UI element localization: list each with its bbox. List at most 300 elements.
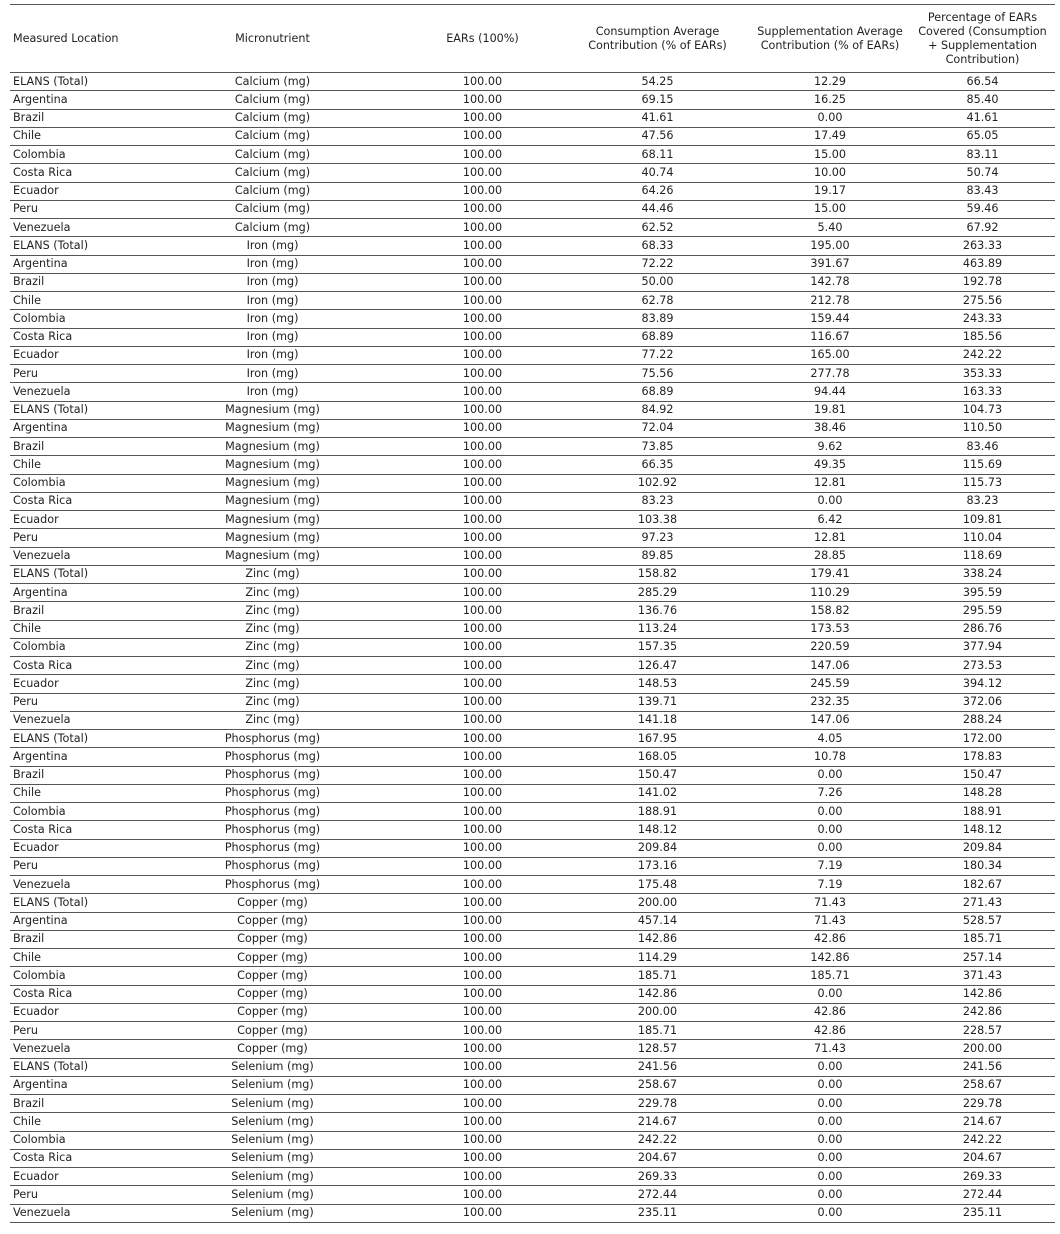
cell-consumption: 97.23 bbox=[565, 529, 750, 547]
cell-micronutrient: Zinc (mg) bbox=[145, 620, 400, 638]
cell-consumption: 142.86 bbox=[565, 930, 750, 948]
cell-ears: 100.00 bbox=[400, 985, 565, 1003]
cell-supplementation: 185.71 bbox=[750, 967, 910, 985]
table-row bbox=[10, 1204, 1055, 1222]
cell-consumption: 128.57 bbox=[565, 1040, 750, 1058]
cell-micronutrient: Iron (mg) bbox=[145, 310, 400, 328]
cell-location: Chile bbox=[10, 1113, 145, 1131]
cell-supplementation: 277.78 bbox=[750, 365, 910, 383]
cell-location: ELANS (Total) bbox=[10, 237, 145, 255]
cell-supplementation: 71.43 bbox=[750, 912, 910, 930]
cell-ears: 100.00 bbox=[400, 711, 565, 729]
cell-ears: 100.00 bbox=[400, 1131, 565, 1149]
table-row bbox=[10, 511, 1055, 529]
cell-micronutrient: Calcium (mg) bbox=[145, 91, 400, 109]
cell-supplementation: 220.59 bbox=[750, 638, 910, 656]
cell-micronutrient: Calcium (mg) bbox=[145, 219, 400, 237]
cell-ears: 100.00 bbox=[400, 383, 565, 401]
cell-consumption: 141.18 bbox=[565, 711, 750, 729]
cell-supplementation: 19.17 bbox=[750, 182, 910, 200]
cell-location: Costa Rica bbox=[10, 492, 145, 510]
cell-total: 395.59 bbox=[910, 584, 1055, 602]
cell-consumption: 242.22 bbox=[565, 1131, 750, 1149]
cell-ears: 100.00 bbox=[400, 200, 565, 218]
cell-micronutrient: Zinc (mg) bbox=[145, 711, 400, 729]
cell-micronutrient: Magnesium (mg) bbox=[145, 401, 400, 419]
cell-supplementation: 42.86 bbox=[750, 930, 910, 948]
cell-total: 295.59 bbox=[910, 602, 1055, 620]
cell-micronutrient: Zinc (mg) bbox=[145, 675, 400, 693]
cell-location: Argentina bbox=[10, 1076, 145, 1094]
cell-total: 214.67 bbox=[910, 1113, 1055, 1131]
table-row bbox=[10, 91, 1055, 109]
cell-total: 275.56 bbox=[910, 292, 1055, 310]
cell-location: Colombia bbox=[10, 638, 145, 656]
cell-consumption: 126.47 bbox=[565, 657, 750, 675]
cell-supplementation: 12.29 bbox=[750, 73, 910, 91]
cell-consumption: 72.04 bbox=[565, 419, 750, 437]
cell-location: Ecuador bbox=[10, 182, 145, 200]
cell-ears: 100.00 bbox=[400, 657, 565, 675]
cell-total: 273.53 bbox=[910, 657, 1055, 675]
table-row bbox=[10, 164, 1055, 182]
cell-location: Venezuela bbox=[10, 383, 145, 401]
cell-consumption: 73.85 bbox=[565, 438, 750, 456]
cell-location: ELANS (Total) bbox=[10, 73, 145, 91]
cell-total: 286.76 bbox=[910, 620, 1055, 638]
cell-consumption: 136.76 bbox=[565, 602, 750, 620]
cell-ears: 100.00 bbox=[400, 346, 565, 364]
cell-supplementation: 0.00 bbox=[750, 1168, 910, 1186]
cell-micronutrient: Magnesium (mg) bbox=[145, 456, 400, 474]
cell-consumption: 188.91 bbox=[565, 803, 750, 821]
table-row bbox=[10, 1003, 1055, 1021]
cell-location: Chile bbox=[10, 620, 145, 638]
cell-micronutrient: Zinc (mg) bbox=[145, 584, 400, 602]
cell-micronutrient: Magnesium (mg) bbox=[145, 511, 400, 529]
cell-location: Costa Rica bbox=[10, 821, 145, 839]
table-row bbox=[10, 930, 1055, 948]
cell-supplementation: 147.06 bbox=[750, 657, 910, 675]
cell-supplementation: 391.67 bbox=[750, 255, 910, 273]
cell-micronutrient: Selenium (mg) bbox=[145, 1204, 400, 1222]
cell-total: 172.00 bbox=[910, 730, 1055, 748]
cell-micronutrient: Calcium (mg) bbox=[145, 182, 400, 200]
table-row bbox=[10, 547, 1055, 565]
cell-ears: 100.00 bbox=[400, 1186, 565, 1204]
cell-location: ELANS (Total) bbox=[10, 401, 145, 419]
cell-supplementation: 17.49 bbox=[750, 127, 910, 145]
cell-location: Argentina bbox=[10, 255, 145, 273]
cell-ears: 100.00 bbox=[400, 292, 565, 310]
cell-micronutrient: Calcium (mg) bbox=[145, 164, 400, 182]
cell-location: ELANS (Total) bbox=[10, 1058, 145, 1076]
cell-micronutrient: Iron (mg) bbox=[145, 346, 400, 364]
cell-total: 67.92 bbox=[910, 219, 1055, 237]
cell-micronutrient: Copper (mg) bbox=[145, 912, 400, 930]
cell-ears: 100.00 bbox=[400, 1022, 565, 1040]
cell-supplementation: 147.06 bbox=[750, 711, 910, 729]
cell-micronutrient: Zinc (mg) bbox=[145, 602, 400, 620]
table-row bbox=[10, 237, 1055, 255]
cell-total: 163.33 bbox=[910, 383, 1055, 401]
cell-consumption: 47.56 bbox=[565, 127, 750, 145]
table-body bbox=[10, 73, 1055, 1223]
column-header: EARs (100%) bbox=[400, 5, 565, 73]
table-row bbox=[10, 401, 1055, 419]
cell-ears: 100.00 bbox=[400, 91, 565, 109]
cell-micronutrient: Selenium (mg) bbox=[145, 1076, 400, 1094]
table-row bbox=[10, 1113, 1055, 1131]
table-row bbox=[10, 474, 1055, 492]
cell-consumption: 84.92 bbox=[565, 401, 750, 419]
cell-ears: 100.00 bbox=[400, 1204, 565, 1222]
cell-total: 372.06 bbox=[910, 693, 1055, 711]
cell-micronutrient: Copper (mg) bbox=[145, 1022, 400, 1040]
cell-total: 271.43 bbox=[910, 894, 1055, 912]
cell-supplementation: 94.44 bbox=[750, 383, 910, 401]
cell-ears: 100.00 bbox=[400, 1149, 565, 1167]
cell-supplementation: 195.00 bbox=[750, 237, 910, 255]
cell-ears: 100.00 bbox=[400, 967, 565, 985]
cell-location: ELANS (Total) bbox=[10, 730, 145, 748]
cell-consumption: 185.71 bbox=[565, 967, 750, 985]
cell-ears: 100.00 bbox=[400, 1040, 565, 1058]
cell-micronutrient: Calcium (mg) bbox=[145, 127, 400, 145]
table-row bbox=[10, 200, 1055, 218]
cell-micronutrient: Zinc (mg) bbox=[145, 657, 400, 675]
cell-micronutrient: Copper (mg) bbox=[145, 1040, 400, 1058]
cell-location: Brazil bbox=[10, 438, 145, 456]
cell-location: Peru bbox=[10, 693, 145, 711]
cell-ears: 100.00 bbox=[400, 620, 565, 638]
cell-supplementation: 28.85 bbox=[750, 547, 910, 565]
table-row bbox=[10, 1076, 1055, 1094]
cell-consumption: 167.95 bbox=[565, 730, 750, 748]
cell-total: 528.57 bbox=[910, 912, 1055, 930]
cell-ears: 100.00 bbox=[400, 912, 565, 930]
cell-total: 41.61 bbox=[910, 109, 1055, 127]
cell-ears: 100.00 bbox=[400, 876, 565, 894]
cell-supplementation: 16.25 bbox=[750, 91, 910, 109]
cell-location: Brazil bbox=[10, 109, 145, 127]
cell-ears: 100.00 bbox=[400, 857, 565, 875]
table-row bbox=[10, 912, 1055, 930]
cell-ears: 100.00 bbox=[400, 602, 565, 620]
cell-micronutrient: Selenium (mg) bbox=[145, 1149, 400, 1167]
cell-supplementation: 110.29 bbox=[750, 584, 910, 602]
cell-ears: 100.00 bbox=[400, 529, 565, 547]
cell-ears: 100.00 bbox=[400, 255, 565, 273]
cell-consumption: 158.82 bbox=[565, 565, 750, 583]
cell-location: Brazil bbox=[10, 930, 145, 948]
cell-micronutrient: Selenium (mg) bbox=[145, 1131, 400, 1149]
cell-supplementation: 0.00 bbox=[750, 1095, 910, 1113]
cell-location: Peru bbox=[10, 1186, 145, 1204]
table-row bbox=[10, 748, 1055, 766]
cell-location: Argentina bbox=[10, 584, 145, 602]
cell-total: 242.86 bbox=[910, 1003, 1055, 1021]
column-header: Percentage of EARs Covered (Consumption + Supplementation Contribution) bbox=[910, 5, 1055, 73]
cell-micronutrient: Copper (mg) bbox=[145, 894, 400, 912]
cell-total: 288.24 bbox=[910, 711, 1055, 729]
cell-total: 180.34 bbox=[910, 857, 1055, 875]
cell-ears: 100.00 bbox=[400, 839, 565, 857]
table-row bbox=[10, 657, 1055, 675]
cell-supplementation: 0.00 bbox=[750, 766, 910, 784]
cell-consumption: 142.86 bbox=[565, 985, 750, 1003]
table-row bbox=[10, 711, 1055, 729]
cell-location: Costa Rica bbox=[10, 657, 145, 675]
cell-consumption: 102.92 bbox=[565, 474, 750, 492]
cell-micronutrient: Copper (mg) bbox=[145, 985, 400, 1003]
cell-total: 115.73 bbox=[910, 474, 1055, 492]
cell-location: Colombia bbox=[10, 967, 145, 985]
cell-location: Venezuela bbox=[10, 547, 145, 565]
cell-supplementation: 10.00 bbox=[750, 164, 910, 182]
cell-ears: 100.00 bbox=[400, 237, 565, 255]
cell-location: Costa Rica bbox=[10, 328, 145, 346]
cell-consumption: 66.35 bbox=[565, 456, 750, 474]
cell-supplementation: 38.46 bbox=[750, 419, 910, 437]
cell-total: 66.54 bbox=[910, 73, 1055, 91]
cell-consumption: 258.67 bbox=[565, 1076, 750, 1094]
cell-location: ELANS (Total) bbox=[10, 565, 145, 583]
table-row bbox=[10, 1131, 1055, 1149]
cell-supplementation: 42.86 bbox=[750, 1003, 910, 1021]
table-row bbox=[10, 675, 1055, 693]
table-row bbox=[10, 638, 1055, 656]
cell-consumption: 150.47 bbox=[565, 766, 750, 784]
cell-consumption: 69.15 bbox=[565, 91, 750, 109]
table-row bbox=[10, 365, 1055, 383]
cell-supplementation: 0.00 bbox=[750, 803, 910, 821]
cell-supplementation: 7.19 bbox=[750, 876, 910, 894]
table-row bbox=[10, 693, 1055, 711]
cell-consumption: 269.33 bbox=[565, 1168, 750, 1186]
cell-supplementation: 12.81 bbox=[750, 529, 910, 547]
cell-micronutrient: Magnesium (mg) bbox=[145, 529, 400, 547]
cell-total: 204.67 bbox=[910, 1149, 1055, 1167]
cell-location: Chile bbox=[10, 127, 145, 145]
cell-consumption: 83.23 bbox=[565, 492, 750, 510]
table-row bbox=[10, 109, 1055, 127]
cell-supplementation: 0.00 bbox=[750, 1131, 910, 1149]
cell-total: 83.23 bbox=[910, 492, 1055, 510]
cell-consumption: 168.05 bbox=[565, 748, 750, 766]
cell-location: Venezuela bbox=[10, 1204, 145, 1222]
table-row bbox=[10, 73, 1055, 91]
cell-supplementation: 0.00 bbox=[750, 839, 910, 857]
table-row bbox=[10, 255, 1055, 273]
cell-ears: 100.00 bbox=[400, 1095, 565, 1113]
cell-total: 257.14 bbox=[910, 949, 1055, 967]
cell-micronutrient: Magnesium (mg) bbox=[145, 547, 400, 565]
table-row bbox=[10, 310, 1055, 328]
cell-total: 200.00 bbox=[910, 1040, 1055, 1058]
cell-location: ELANS (Total) bbox=[10, 894, 145, 912]
cell-supplementation: 0.00 bbox=[750, 821, 910, 839]
cell-supplementation: 142.86 bbox=[750, 949, 910, 967]
cell-total: 242.22 bbox=[910, 346, 1055, 364]
cell-consumption: 272.44 bbox=[565, 1186, 750, 1204]
cell-consumption: 148.53 bbox=[565, 675, 750, 693]
cell-ears: 100.00 bbox=[400, 492, 565, 510]
table-row bbox=[10, 839, 1055, 857]
cell-location: Peru bbox=[10, 200, 145, 218]
cell-ears: 100.00 bbox=[400, 474, 565, 492]
cell-supplementation: 15.00 bbox=[750, 200, 910, 218]
table-row bbox=[10, 292, 1055, 310]
cell-supplementation: 245.59 bbox=[750, 675, 910, 693]
table-row bbox=[10, 182, 1055, 200]
cell-total: 229.78 bbox=[910, 1095, 1055, 1113]
cell-location: Ecuador bbox=[10, 1003, 145, 1021]
cell-micronutrient: Phosphorus (mg) bbox=[145, 730, 400, 748]
cell-micronutrient: Iron (mg) bbox=[145, 255, 400, 273]
cell-location: Brazil bbox=[10, 1095, 145, 1113]
cell-location: Argentina bbox=[10, 419, 145, 437]
table-row bbox=[10, 219, 1055, 237]
cell-consumption: 209.84 bbox=[565, 839, 750, 857]
cell-micronutrient: Copper (mg) bbox=[145, 930, 400, 948]
cell-ears: 100.00 bbox=[400, 146, 565, 164]
cell-location: Chile bbox=[10, 456, 145, 474]
table-row bbox=[10, 821, 1055, 839]
cell-ears: 100.00 bbox=[400, 73, 565, 91]
table-row bbox=[10, 529, 1055, 547]
cell-supplementation: 0.00 bbox=[750, 1113, 910, 1131]
cell-micronutrient: Phosphorus (mg) bbox=[145, 784, 400, 802]
cell-location: Ecuador bbox=[10, 511, 145, 529]
table-row bbox=[10, 620, 1055, 638]
table-row bbox=[10, 894, 1055, 912]
cell-consumption: 44.46 bbox=[565, 200, 750, 218]
cell-micronutrient: Zinc (mg) bbox=[145, 638, 400, 656]
cell-ears: 100.00 bbox=[400, 438, 565, 456]
cell-micronutrient: Magnesium (mg) bbox=[145, 474, 400, 492]
cell-total: 241.56 bbox=[910, 1058, 1055, 1076]
table-row bbox=[10, 967, 1055, 985]
cell-location: Ecuador bbox=[10, 346, 145, 364]
cell-total: 104.73 bbox=[910, 401, 1055, 419]
cell-consumption: 62.78 bbox=[565, 292, 750, 310]
cell-consumption: 285.29 bbox=[565, 584, 750, 602]
cell-location: Venezuela bbox=[10, 711, 145, 729]
cell-ears: 100.00 bbox=[400, 328, 565, 346]
table-row bbox=[10, 784, 1055, 802]
cell-supplementation: 212.78 bbox=[750, 292, 910, 310]
cell-consumption: 68.89 bbox=[565, 328, 750, 346]
cell-consumption: 54.25 bbox=[565, 73, 750, 91]
cell-micronutrient: Phosphorus (mg) bbox=[145, 857, 400, 875]
cell-consumption: 72.22 bbox=[565, 255, 750, 273]
cell-total: 110.04 bbox=[910, 529, 1055, 547]
cell-total: 148.12 bbox=[910, 821, 1055, 839]
cell-ears: 100.00 bbox=[400, 1003, 565, 1021]
table-row bbox=[10, 273, 1055, 291]
table-row bbox=[10, 730, 1055, 748]
cell-ears: 100.00 bbox=[400, 584, 565, 602]
cell-total: 377.94 bbox=[910, 638, 1055, 656]
cell-supplementation: 42.86 bbox=[750, 1022, 910, 1040]
cell-consumption: 173.16 bbox=[565, 857, 750, 875]
cell-supplementation: 71.43 bbox=[750, 1040, 910, 1058]
cell-location: Costa Rica bbox=[10, 164, 145, 182]
cell-ears: 100.00 bbox=[400, 949, 565, 967]
cell-micronutrient: Calcium (mg) bbox=[145, 200, 400, 218]
cell-consumption: 114.29 bbox=[565, 949, 750, 967]
cell-consumption: 113.24 bbox=[565, 620, 750, 638]
cell-ears: 100.00 bbox=[400, 1076, 565, 1094]
cell-ears: 100.00 bbox=[400, 182, 565, 200]
cell-ears: 100.00 bbox=[400, 638, 565, 656]
cell-total: 83.11 bbox=[910, 146, 1055, 164]
cell-consumption: 200.00 bbox=[565, 894, 750, 912]
cell-location: Brazil bbox=[10, 602, 145, 620]
cell-location: Peru bbox=[10, 1022, 145, 1040]
cell-location: Venezuela bbox=[10, 876, 145, 894]
cell-ears: 100.00 bbox=[400, 766, 565, 784]
cell-supplementation: 15.00 bbox=[750, 146, 910, 164]
cell-location: Peru bbox=[10, 529, 145, 547]
cell-total: 463.89 bbox=[910, 255, 1055, 273]
cell-ears: 100.00 bbox=[400, 273, 565, 291]
cell-supplementation: 0.00 bbox=[750, 1076, 910, 1094]
cell-location: Ecuador bbox=[10, 1168, 145, 1186]
cell-consumption: 89.85 bbox=[565, 547, 750, 565]
cell-supplementation: 0.00 bbox=[750, 492, 910, 510]
cell-micronutrient: Iron (mg) bbox=[145, 365, 400, 383]
table-row bbox=[10, 1058, 1055, 1076]
cell-total: 118.69 bbox=[910, 547, 1055, 565]
cell-location: Colombia bbox=[10, 146, 145, 164]
cell-location: Argentina bbox=[10, 912, 145, 930]
table-row bbox=[10, 584, 1055, 602]
cell-ears: 100.00 bbox=[400, 1113, 565, 1131]
cell-ears: 100.00 bbox=[400, 693, 565, 711]
table-row bbox=[10, 1095, 1055, 1113]
cell-ears: 100.00 bbox=[400, 565, 565, 583]
cell-ears: 100.00 bbox=[400, 365, 565, 383]
cell-consumption: 68.11 bbox=[565, 146, 750, 164]
cell-micronutrient: Phosphorus (mg) bbox=[145, 803, 400, 821]
cell-total: 110.50 bbox=[910, 419, 1055, 437]
cell-location: Colombia bbox=[10, 803, 145, 821]
cell-consumption: 50.00 bbox=[565, 273, 750, 291]
table-row bbox=[10, 383, 1055, 401]
cell-consumption: 157.35 bbox=[565, 638, 750, 656]
cell-location: Venezuela bbox=[10, 1040, 145, 1058]
cell-consumption: 68.89 bbox=[565, 383, 750, 401]
cell-ears: 100.00 bbox=[400, 547, 565, 565]
cell-total: 142.86 bbox=[910, 985, 1055, 1003]
cell-total: 50.74 bbox=[910, 164, 1055, 182]
cell-total: 263.33 bbox=[910, 237, 1055, 255]
cell-consumption: 204.67 bbox=[565, 1149, 750, 1167]
column-header: Consumption Average Contribution (% of EARs) bbox=[565, 5, 750, 73]
cell-total: 258.67 bbox=[910, 1076, 1055, 1094]
cell-micronutrient: Selenium (mg) bbox=[145, 1113, 400, 1131]
cell-ears: 100.00 bbox=[400, 784, 565, 802]
cell-consumption: 214.67 bbox=[565, 1113, 750, 1131]
cell-total: 182.67 bbox=[910, 876, 1055, 894]
cell-total: 192.78 bbox=[910, 273, 1055, 291]
cell-ears: 100.00 bbox=[400, 821, 565, 839]
cell-micronutrient: Copper (mg) bbox=[145, 967, 400, 985]
cell-supplementation: 19.81 bbox=[750, 401, 910, 419]
cell-consumption: 185.71 bbox=[565, 1022, 750, 1040]
